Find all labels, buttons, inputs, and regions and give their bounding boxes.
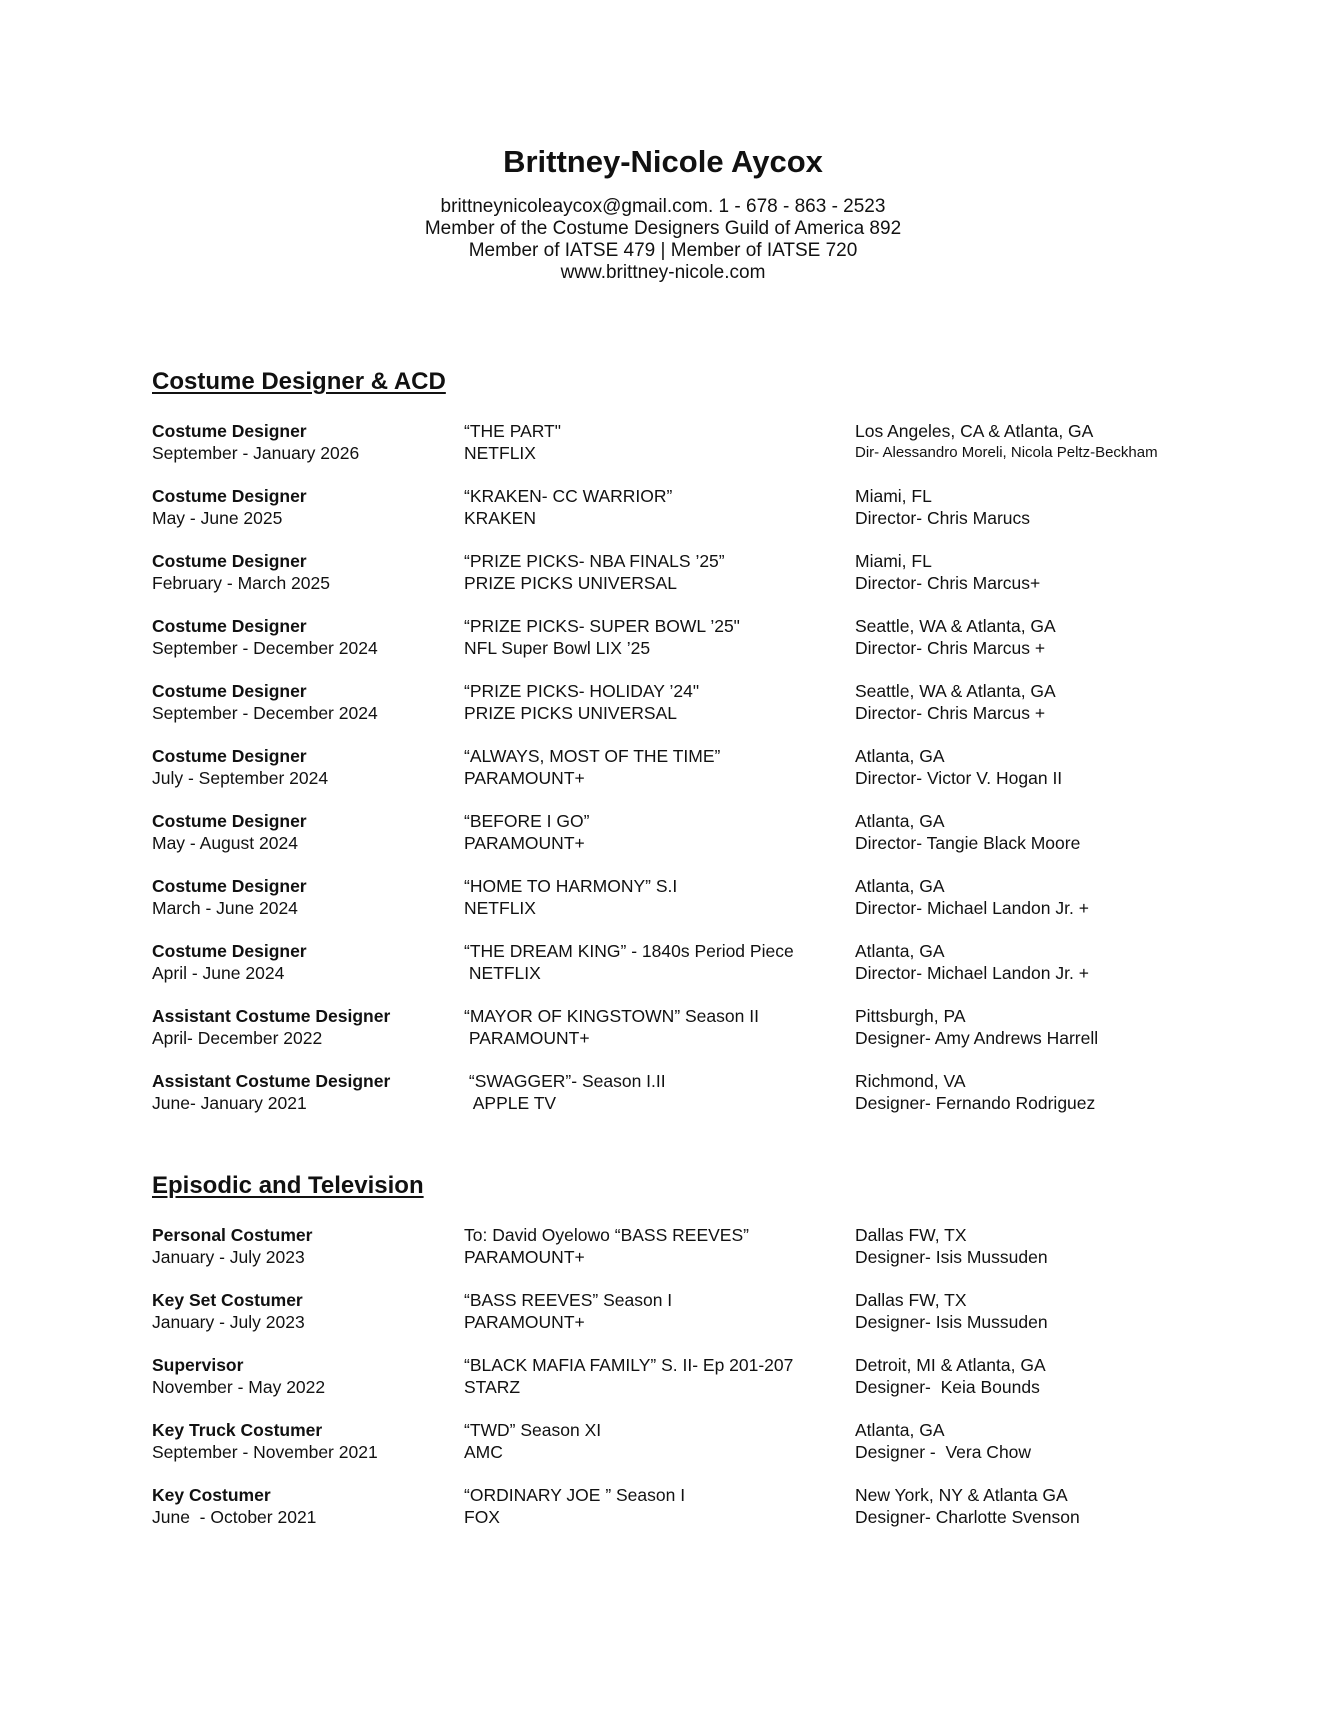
entry-role: Costume Designer bbox=[152, 811, 307, 831]
credit-entry bbox=[152, 1224, 1312, 1289]
entry-project: “SWAGGER”- Season I.II bbox=[464, 1071, 666, 1091]
entry-column bbox=[464, 615, 740, 659]
credit-entry bbox=[152, 1289, 1312, 1354]
entry-location: Pittsburgh, PA bbox=[855, 1006, 966, 1026]
entry-column bbox=[152, 1419, 378, 1463]
entry-role: Costume Designer bbox=[152, 421, 307, 441]
entry-column bbox=[152, 745, 328, 789]
entry-location: Atlanta, GA bbox=[855, 876, 945, 896]
contact-unions: Member of IATSE 479 | Member of IATSE 720 bbox=[468, 240, 858, 261]
resume-header bbox=[0, 142, 1326, 284]
entry-role: Supervisor bbox=[152, 1355, 244, 1375]
entry-role: Assistant Costume Designer bbox=[152, 1071, 391, 1091]
entry-location: Los Angeles, CA & Atlanta, GA bbox=[855, 421, 1094, 441]
entry-role: Costume Designer bbox=[152, 486, 307, 506]
entry-role: Costume Designer bbox=[152, 876, 307, 896]
entry-project: “HOME TO HARMONY” S.I bbox=[464, 876, 678, 896]
entry-location: Atlanta, GA bbox=[855, 746, 945, 766]
entry-location: Richmond, VA bbox=[855, 1071, 966, 1091]
entry-column bbox=[152, 485, 307, 529]
credit-entry bbox=[152, 550, 1312, 615]
entry-dates: November - May 2022 bbox=[152, 1377, 326, 1397]
entry-column bbox=[464, 1419, 601, 1463]
entry-location: Atlanta, GA bbox=[855, 1420, 945, 1440]
entry-project: To: David Oyelowo “BASS REEVES” bbox=[464, 1225, 749, 1245]
entry-column bbox=[152, 550, 330, 594]
entry-project: “TWD” Season XI bbox=[464, 1420, 602, 1440]
entry-column bbox=[855, 420, 1158, 464]
entry-project: “THE PART" bbox=[464, 421, 561, 441]
entry-role: Key Truck Costumer bbox=[152, 1420, 323, 1440]
credit-entry bbox=[152, 1419, 1312, 1484]
credit-entry bbox=[152, 485, 1312, 550]
entry-column bbox=[855, 1289, 1048, 1333]
entry-column bbox=[152, 1224, 312, 1268]
entry-role: Personal Costumer bbox=[152, 1225, 313, 1245]
entry-column bbox=[464, 745, 720, 789]
entry-location: Dallas FW, TX bbox=[855, 1290, 967, 1310]
entry-location: Atlanta, GA bbox=[855, 811, 945, 831]
entry-network: NFL Super Bowl LIX ’25 bbox=[464, 638, 651, 658]
entry-role: Costume Designer bbox=[152, 616, 307, 636]
credit-entry bbox=[152, 1354, 1312, 1419]
entry-column bbox=[464, 485, 672, 529]
section-title: Costume Designer & ACD bbox=[152, 368, 446, 395]
entry-dates: July - September 2024 bbox=[152, 768, 329, 788]
entry-column bbox=[464, 550, 725, 594]
entry-column bbox=[464, 1070, 666, 1114]
entry-dates: January - July 2023 bbox=[152, 1312, 305, 1332]
entry-column bbox=[855, 550, 1040, 594]
credit-entry bbox=[152, 1070, 1312, 1135]
entry-project: “MAYOR OF KINGSTOWN” Season II bbox=[464, 1006, 759, 1026]
credit-entry bbox=[152, 680, 1312, 745]
entry-network: FOX bbox=[464, 1507, 500, 1527]
entry-column bbox=[855, 1224, 1048, 1268]
entry-column bbox=[464, 1289, 672, 1333]
entry-project: “THE DREAM KING” - 1840s Period Piece bbox=[464, 941, 794, 961]
entry-credit: Director- Michael Landon Jr. + bbox=[855, 963, 1089, 983]
entry-credit: Designer- Isis Mussuden bbox=[855, 1312, 1048, 1332]
section-title: Episodic and Television bbox=[152, 1172, 424, 1199]
entry-project: “KRAKEN- CC WARRIOR” bbox=[464, 486, 673, 506]
entry-credit: Director- Michael Landon Jr. + bbox=[855, 898, 1089, 918]
entry-role: Costume Designer bbox=[152, 941, 307, 961]
entry-dates: March - June 2024 bbox=[152, 898, 298, 918]
entry-dates: September - December 2024 bbox=[152, 638, 378, 658]
entry-location: Seattle, WA & Atlanta, GA bbox=[855, 681, 1056, 701]
entry-column bbox=[464, 1484, 685, 1528]
entry-column bbox=[855, 1419, 1031, 1463]
entry-project: “PRIZE PICKS- HOLIDAY ’24" bbox=[464, 681, 700, 701]
entry-network: PARAMOUNT+ bbox=[464, 768, 585, 788]
entry-column bbox=[855, 1354, 1046, 1398]
entry-location: Atlanta, GA bbox=[855, 941, 945, 961]
entry-location: Miami, FL bbox=[855, 486, 932, 506]
entry-column bbox=[464, 1354, 793, 1398]
credit-entry bbox=[152, 875, 1312, 940]
entry-column bbox=[464, 940, 794, 984]
contact-website: www.brittney-nicole.com bbox=[560, 262, 766, 283]
entry-location: Dallas FW, TX bbox=[855, 1225, 967, 1245]
entry-network: AMC bbox=[464, 1442, 503, 1462]
section-entries bbox=[152, 1224, 1312, 1549]
entry-credit: Designer- Fernando Rodriguez bbox=[855, 1093, 1096, 1113]
credit-entry bbox=[152, 420, 1312, 485]
entry-column bbox=[152, 1354, 325, 1398]
entry-column bbox=[855, 940, 1089, 984]
entry-credit: Designer- Keia Bounds bbox=[855, 1377, 1040, 1397]
entry-column bbox=[152, 1289, 305, 1333]
entry-credit: Director- Chris Marucs bbox=[855, 508, 1031, 528]
entry-column bbox=[464, 1224, 749, 1268]
entry-role: Costume Designer bbox=[152, 551, 307, 571]
entry-dates: September - January 2026 bbox=[152, 443, 360, 463]
entry-dates: May - August 2024 bbox=[152, 833, 298, 853]
entry-credit: Designer - Vera Chow bbox=[855, 1442, 1032, 1462]
entry-column bbox=[152, 1005, 390, 1049]
entry-column bbox=[855, 485, 1030, 529]
entry-location: Seattle, WA & Atlanta, GA bbox=[855, 616, 1056, 636]
entry-role: Key Costumer bbox=[152, 1485, 271, 1505]
entry-column bbox=[464, 1005, 759, 1049]
entry-network: KRAKEN bbox=[464, 508, 536, 528]
credit-entry bbox=[152, 810, 1312, 875]
entry-column bbox=[152, 875, 307, 919]
entry-column bbox=[855, 1005, 1098, 1049]
entry-network: NETFLIX bbox=[464, 963, 541, 983]
entry-column bbox=[855, 810, 1080, 854]
entry-project: “PRIZE PICKS- NBA FINALS ’25” bbox=[464, 551, 725, 571]
entry-network: PARAMOUNT+ bbox=[464, 833, 585, 853]
entry-dates: September - December 2024 bbox=[152, 703, 378, 723]
section-entries bbox=[152, 420, 1312, 1135]
entry-location: New York, NY & Atlanta GA bbox=[855, 1485, 1068, 1505]
entry-credit: Director- Chris Marcus + bbox=[855, 638, 1046, 658]
entry-role: Assistant Costume Designer bbox=[152, 1006, 391, 1026]
entry-column bbox=[464, 875, 677, 919]
entry-column bbox=[464, 810, 589, 854]
entry-network: NETFLIX bbox=[464, 443, 536, 463]
resume-name: Brittney-Nicole Aycox bbox=[503, 144, 823, 179]
credit-entry bbox=[152, 615, 1312, 680]
entry-credit: Designer- Isis Mussuden bbox=[855, 1247, 1048, 1267]
entry-dates: February - March 2025 bbox=[152, 573, 330, 593]
entry-project: “BASS REEVES” Season I bbox=[464, 1290, 673, 1310]
entry-column bbox=[152, 680, 378, 724]
entry-column bbox=[152, 940, 307, 984]
entry-role: Costume Designer bbox=[152, 681, 307, 701]
entry-column bbox=[855, 875, 1089, 919]
entry-project: “ALWAYS, MOST OF THE TIME” bbox=[464, 746, 721, 766]
entry-dates: April - June 2024 bbox=[152, 963, 285, 983]
entry-project: “PRIZE PICKS- SUPER BOWL ’25" bbox=[464, 616, 740, 636]
entry-project: “ORDINARY JOE ” Season I bbox=[464, 1485, 686, 1505]
entry-credit: Designer- Amy Andrews Harrell bbox=[855, 1028, 1099, 1048]
entry-network: PARAMOUNT+ bbox=[464, 1312, 585, 1332]
entry-column bbox=[152, 810, 307, 854]
entry-dates: September - November 2021 bbox=[152, 1442, 378, 1462]
entry-network: STARZ bbox=[464, 1377, 521, 1397]
entry-network: APPLE TV bbox=[464, 1093, 557, 1113]
entry-dates: June - October 2021 bbox=[152, 1507, 317, 1527]
entry-credit: Designer- Charlotte Svenson bbox=[855, 1507, 1080, 1527]
entry-network: PRIZE PICKS UNIVERSAL bbox=[464, 703, 677, 723]
entry-project: “BEFORE I GO” bbox=[464, 811, 590, 831]
entry-column bbox=[855, 745, 1062, 789]
entry-column bbox=[855, 1070, 1095, 1114]
entry-column bbox=[152, 420, 359, 464]
credit-entry bbox=[152, 1484, 1312, 1549]
contact-guild: Member of the Costume Designers Guild of America 892 bbox=[424, 218, 902, 239]
entry-column bbox=[855, 680, 1056, 724]
entry-dates: April- December 2022 bbox=[152, 1028, 323, 1048]
entry-column bbox=[855, 615, 1056, 659]
entry-network: PARAMOUNT+ bbox=[464, 1247, 585, 1267]
credit-entry bbox=[152, 940, 1312, 1005]
entry-column bbox=[152, 1070, 390, 1114]
entry-credit: Director- Chris Marcus+ bbox=[855, 573, 1041, 593]
entry-column bbox=[152, 615, 378, 659]
entry-network: NETFLIX bbox=[464, 898, 536, 918]
credit-entry bbox=[152, 1005, 1312, 1070]
entry-dates: May - June 2025 bbox=[152, 508, 283, 528]
entry-role: Costume Designer bbox=[152, 746, 307, 766]
credit-entry bbox=[152, 745, 1312, 810]
entry-column bbox=[464, 680, 699, 724]
entry-credit: Director- Tangie Black Moore bbox=[855, 833, 1081, 853]
entry-network: PRIZE PICKS UNIVERSAL bbox=[464, 573, 677, 593]
entry-location: Miami, FL bbox=[855, 551, 932, 571]
contact-email-phone: brittneynicoleaycox@gmail.com. 1 - 678 - 863 - 2523 bbox=[440, 196, 886, 217]
entry-column bbox=[152, 1484, 316, 1528]
entry-role: Key Set Costumer bbox=[152, 1290, 303, 1310]
entry-dates: June- January 2021 bbox=[152, 1093, 307, 1113]
entry-location: Detroit, MI & Atlanta, GA bbox=[855, 1355, 1046, 1375]
entry-dates: January - July 2023 bbox=[152, 1247, 305, 1267]
entry-column bbox=[855, 1484, 1080, 1528]
entry-credit: Director- Chris Marcus + bbox=[855, 703, 1046, 723]
entry-project: “BLACK MAFIA FAMILY” S. II- Ep 201-207 bbox=[464, 1355, 794, 1375]
entry-network: PARAMOUNT+ bbox=[464, 1028, 590, 1048]
entry-column bbox=[464, 420, 561, 464]
entry-credit: Director- Victor V. Hogan II bbox=[855, 768, 1063, 788]
entry-credit: Dir- Alessandro Moreli, Nicola Peltz-Beckham bbox=[855, 444, 1158, 461]
